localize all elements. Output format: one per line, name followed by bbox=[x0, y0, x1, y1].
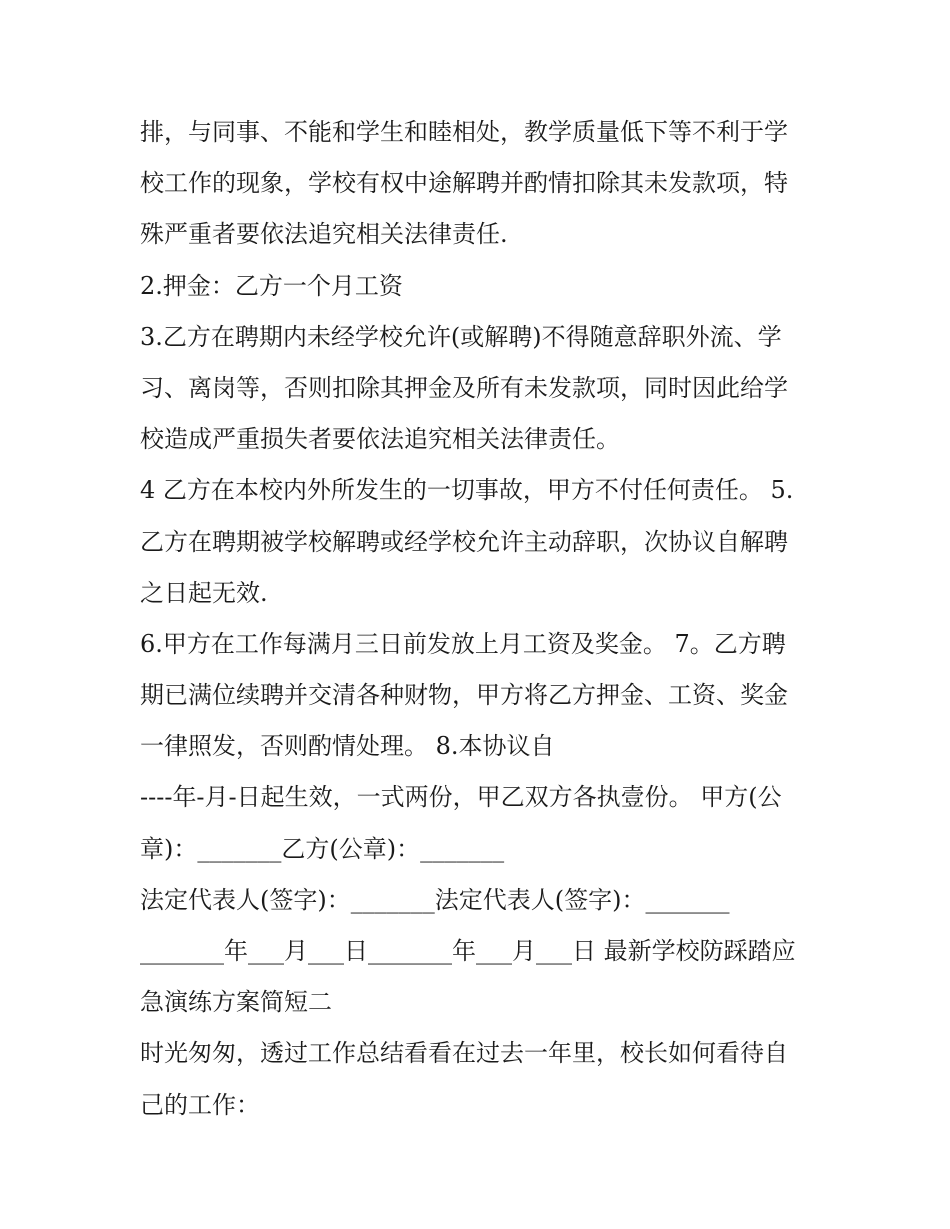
text-line: 4 乙方在本校内外所发生的一切事故，甲方不付任何责任。 5. bbox=[140, 476, 794, 505]
text-line: 校造成严重损失者要依法追究相关法律责任。 bbox=[140, 425, 620, 454]
text-line: 之日起无效. bbox=[140, 578, 268, 607]
text-line: 殊严重者要依法追究相关法律责任. bbox=[140, 220, 508, 249]
text-line: 排，与同事、不能和学生和睦相处，教学质量低下等不利于学 bbox=[140, 118, 788, 146]
text-line: 2.押金：乙方一个月工资 bbox=[140, 271, 403, 300]
text-line: 习、离岗等，否则扣除其押金及所有未发款项，同时因此给学 bbox=[140, 373, 788, 402]
text-line: 章)：_______乙方(公章)：_______ bbox=[140, 834, 505, 863]
text-line: 法定代表人(签字)：_______法定代表人(签字)：_______ bbox=[140, 885, 730, 914]
text-line: 一律照发，否则酌情处理。 8.本协议自 bbox=[140, 732, 555, 761]
text-line: 期已满位续聘并交清各种财物，甲方将乙方押金、工资、奖金 bbox=[140, 681, 788, 710]
text-line: 时光匆匆，透过工作总结看看在过去一年里，校长如何看待自 bbox=[140, 1039, 788, 1068]
text-line: _______年___月___日_______年___月___日 最新学校防踩踏应 bbox=[140, 937, 796, 965]
text-line: 己的工作： bbox=[140, 1090, 260, 1119]
text-line: 6.甲方在工作每满月三日前发放上月工资及奖金。 7。乙方聘 bbox=[140, 629, 786, 658]
text-line: 3.乙方在聘期内未经学校允许(或解聘)不得随意辞职外流、学 bbox=[140, 322, 782, 351]
text-line: 乙方在聘期被学校解聘或经学校允许主动辞职，次协议自解聘 bbox=[140, 527, 788, 556]
text-line: 急演练方案简短二 bbox=[140, 988, 332, 1017]
text-line: 校工作的现象，学校有权中途解聘并酌情扣除其未发款项，特 bbox=[140, 169, 788, 198]
text-line: ----年-月-日起生效，一式两份，甲乙双方各执壹份。 甲方(公 bbox=[140, 783, 782, 812]
document-body bbox=[140, 107, 820, 1131]
